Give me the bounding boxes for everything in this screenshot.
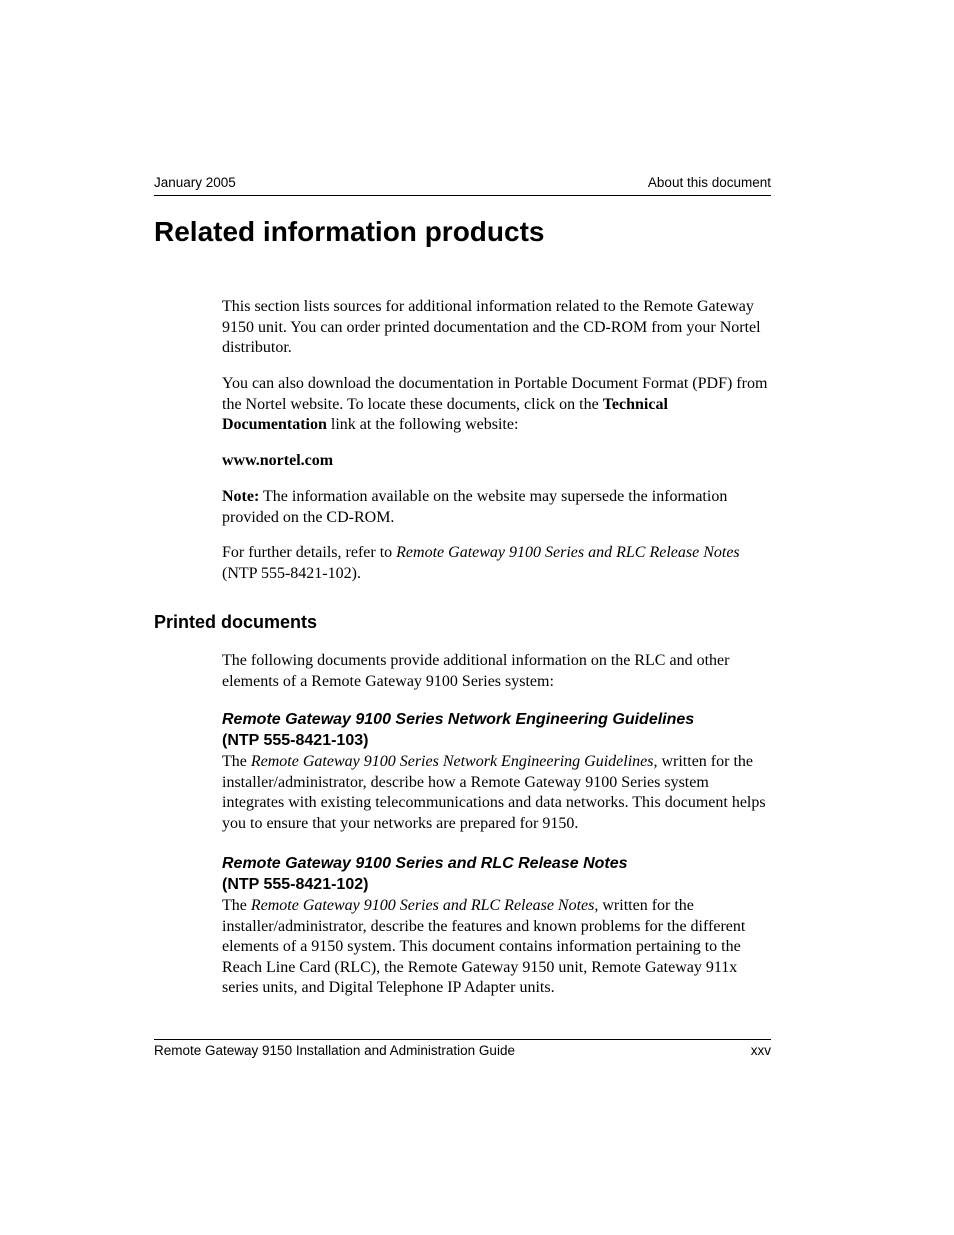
doc-desc-text-end: written for the installer/administrator, describe the features and known problems for the different elements of a 9150 system. This document contains information pertaining to the Reach Line Card (RLC), the Remote Gateway 9150 unit, Remote Gateway 911x series units, and Digital Telephone IP Adapter units. xyxy=(222,897,746,996)
footer-guide-title: Remote Gateway 9150 Installation and Administration Guide xyxy=(154,1043,515,1058)
technical-documentation-link-label: Technical Documentation xyxy=(222,395,668,433)
doc-title-text: Remote Gateway 9100 Series Network Engineering Guidelines xyxy=(222,711,695,728)
doc-description xyxy=(222,752,774,834)
page-number: xxv xyxy=(750,1043,771,1058)
header-section: About this document xyxy=(647,175,771,190)
page-title: Related information products xyxy=(154,216,545,247)
doc-ntp: (NTP 555-8421-103) xyxy=(222,731,369,749)
page-header xyxy=(154,175,771,196)
page-footer xyxy=(154,1039,771,1058)
reference-text: For further details, refer to xyxy=(222,544,397,561)
intro-paragraph-1: This section lists sources for additional information related to the Remote Gateway 9150 unit. You can order printed documentation and the CD-ROM from your Nortel distributor. xyxy=(222,298,761,356)
doc-entry xyxy=(222,854,774,999)
doc-desc-text: The xyxy=(222,897,251,914)
website-address xyxy=(222,451,774,472)
doc-ntp: (NTP 555-8421-102) xyxy=(222,875,369,893)
note-paragraph xyxy=(222,487,774,528)
intro-p2-text: You can also download the documentation in Portable Document Format (PDF) from the Nortel website. To locate these documents, click on the xyxy=(222,375,768,413)
printed-documents-heading: Printed documents xyxy=(154,612,318,632)
doc-title xyxy=(222,710,774,731)
printed-documents-intro: The following documents provide additional information on the RLC and other elements of a Remote Gateway 9100 Series system: xyxy=(222,652,730,690)
doc-title xyxy=(222,854,774,875)
intro-p2-text-end: link at the following website: xyxy=(326,416,519,433)
reference-doc-title: Remote Gateway 9100 Series and RLC Release Notes xyxy=(396,544,740,561)
reference-ntp: (NTP 555-8421-102). xyxy=(222,564,361,582)
release-notes-reference xyxy=(222,543,774,584)
note-label: Note: xyxy=(222,488,260,505)
header-date: January 2005 xyxy=(154,175,236,190)
doc-desc-title: Remote Gateway 9100 Series and RLC Release Notes, xyxy=(250,897,599,914)
doc-title-text: Remote Gateway 9100 Series and RLC Release Notes xyxy=(222,855,628,872)
intro-paragraph-2 xyxy=(222,374,774,436)
doc-entry xyxy=(222,710,774,834)
doc-description xyxy=(222,896,774,999)
website-url: www.nortel.com xyxy=(222,452,334,469)
doc-desc-text: The xyxy=(222,753,251,770)
doc-desc-text-end: written for the installer/administrator, describe how a Remote Gateway 9100 Series system integrates with existing telecommunications and data networks. This document helps you to ensure that your networks are prepared for 9150. xyxy=(222,753,766,832)
note-text: The information available on the website may supersede the information provided on the CD-ROM. xyxy=(222,488,728,526)
doc-desc-title: Remote Gateway 9100 Series Network Engineering Guidelines, xyxy=(250,753,658,770)
